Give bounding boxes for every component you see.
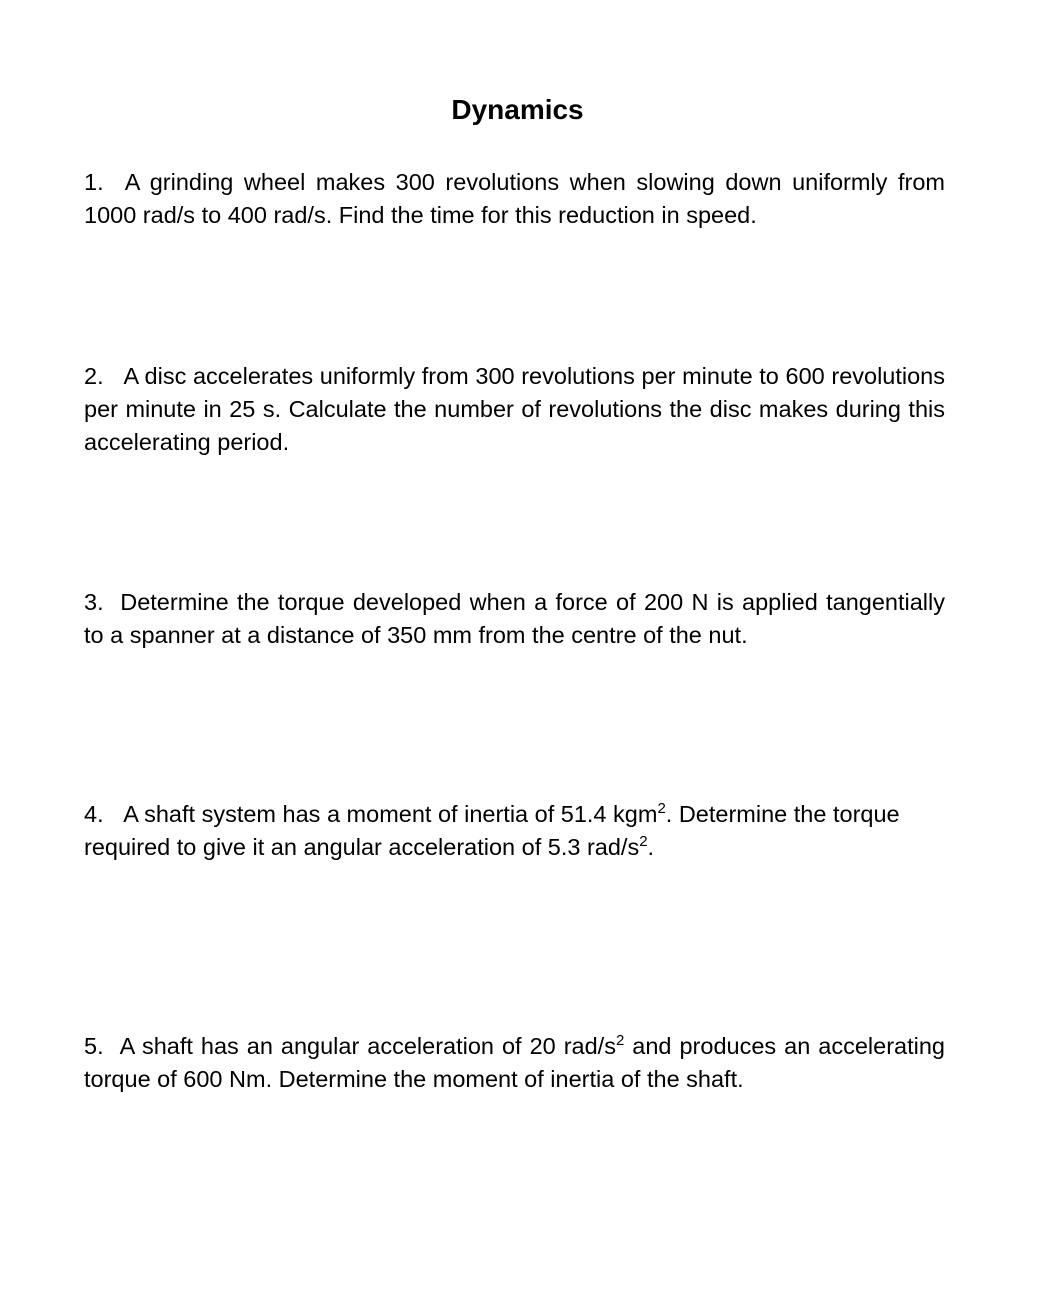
superscript: 2 xyxy=(657,800,666,817)
question-text: A disc accelerates uniformly from 300 revolutions per minute to 600 revolutions per minute in 25 s. Calculate the number of revolutions the disc makes during this accelerating period. xyxy=(84,363,946,455)
question-text: A grinding wheel makes 300 revolutions when slowing down uniformly from 1000 rad/s to 400 rad/s. Find the time for this reduction in speed. xyxy=(84,169,945,228)
question-2 xyxy=(84,360,945,459)
question-5 xyxy=(84,1030,945,1096)
question-text: . xyxy=(647,834,655,860)
question-text: . Determine the torque required to give it an angular acceleration of 5.3 rad/s xyxy=(84,801,900,860)
question-text: A shaft system has a moment of inertia of 51.4 kgm xyxy=(123,801,658,827)
question-number: 2. xyxy=(84,363,104,389)
question-number: 3. xyxy=(84,589,104,615)
question-number: 1. xyxy=(84,169,104,195)
question-number: 4. xyxy=(84,801,104,827)
page-title: Dynamics xyxy=(451,94,584,125)
question-number: 5. xyxy=(84,1033,104,1059)
question-text: A shaft has an angular acceleration of 20 rad/s xyxy=(119,1033,616,1059)
question-3 xyxy=(84,586,945,652)
superscript: 2 xyxy=(615,1032,625,1049)
question-1 xyxy=(84,166,945,232)
superscript: 2 xyxy=(639,833,648,850)
question-text: and produces an accelerating torque of 600 Nm. Determine the moment of inertia of the shaft. xyxy=(84,1033,945,1092)
question-text: Determine the torque developed when a force of 200 N is applied tangentially to a spanner at a distance of 350 mm from the centre of the nut. xyxy=(84,589,945,648)
question-4 xyxy=(84,798,945,864)
